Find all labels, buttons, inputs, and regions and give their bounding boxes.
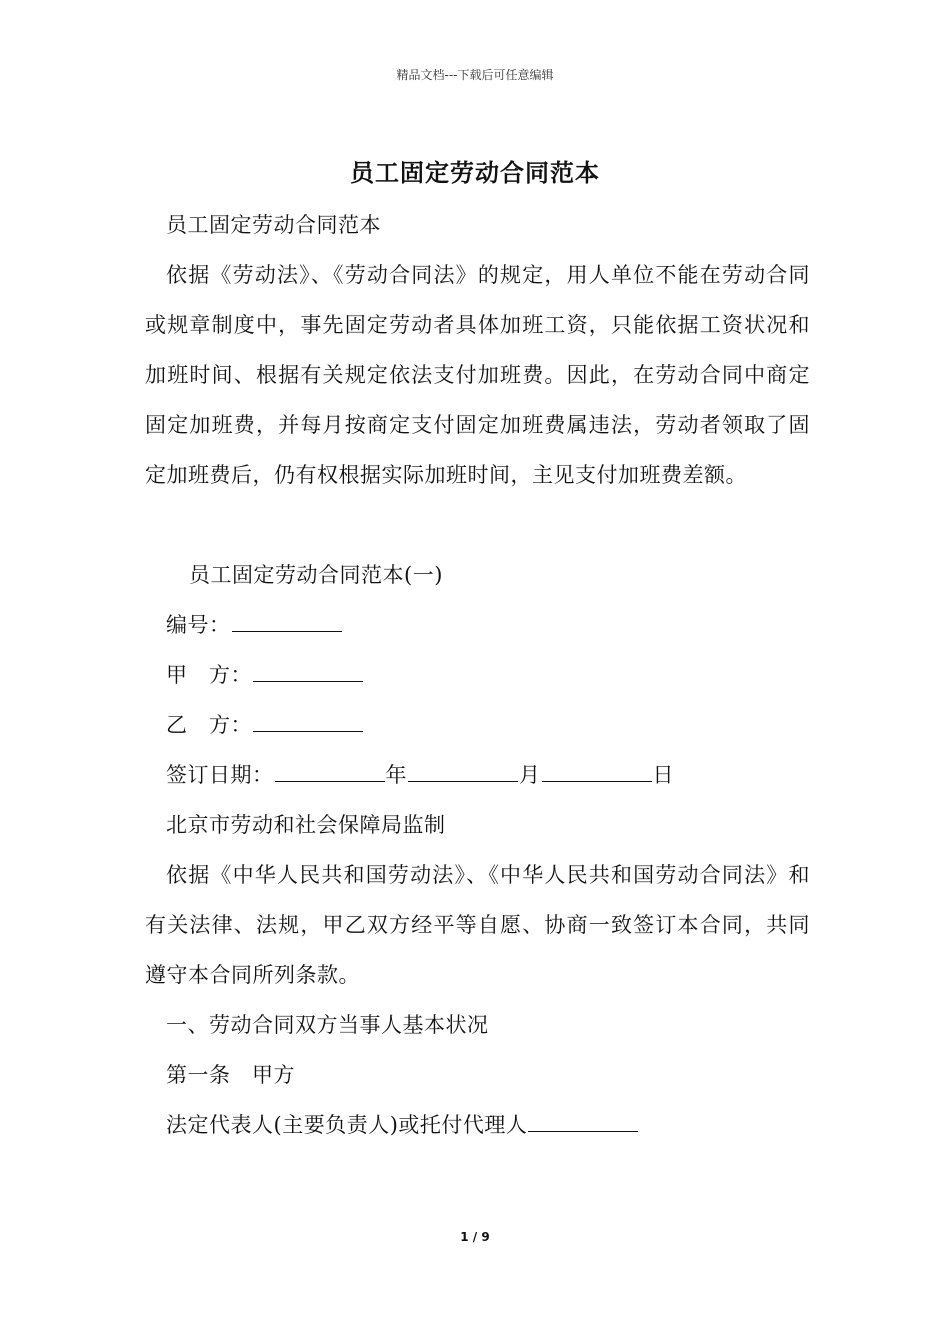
party-b-field bbox=[145, 700, 810, 750]
basis-paragraph: 依据《中华人民共和国劳动法》、《中华人民共和国劳动合同法》和有关法律、法规，甲乙双方经平等自愿、协商一致签订本合同，共同遵守本合同所列条款。 bbox=[145, 863, 810, 987]
number-blank bbox=[232, 611, 342, 632]
party-a-blank bbox=[253, 661, 363, 682]
page-number: 1 / 9 bbox=[460, 1230, 490, 1244]
party-a-label: 甲 方： bbox=[166, 663, 252, 687]
party-b-blank bbox=[253, 711, 363, 732]
section-title: 员工固定劳动合同范本(一) bbox=[189, 563, 443, 587]
day-label: 日 bbox=[652, 763, 674, 787]
legal-rep-field bbox=[145, 1100, 810, 1150]
intro-paragraph: 依据《劳动法》、《劳动合同法》的规定，用人单位不能在劳动合同或规章制度中，事先固定劳动者具体加班工资，只能依据工资状况和加班时间、根据有关规定依法支付加班费。因此，在劳动合同中商定固定加班费，并每月按商定支付固定加班费属违法，劳动者领取了固定加班费后，仍有权根据实际加班时间，主见支付加班费差额。 bbox=[145, 263, 810, 487]
signing-date-field bbox=[145, 750, 810, 800]
number-label: 编号： bbox=[166, 613, 231, 637]
month-blank bbox=[408, 761, 518, 782]
party-b-label: 乙 方： bbox=[166, 713, 252, 737]
document-body bbox=[145, 200, 810, 1150]
page-header: 精品文档---下载后可任意编辑 bbox=[396, 68, 554, 82]
year-blank bbox=[275, 761, 385, 782]
spacer bbox=[145, 500, 810, 550]
legal-rep-label: 法定代表人(主要负责人)或托付代理人 bbox=[166, 1113, 528, 1137]
day-blank bbox=[542, 761, 652, 782]
document-title: 员工固定劳动合同范本 bbox=[350, 159, 600, 187]
chapter-one-heading: 一、劳动合同双方当事人基本状况 bbox=[166, 1013, 489, 1037]
year-label: 年 bbox=[385, 763, 407, 787]
article-one-heading: 第一条 甲方 bbox=[166, 1063, 295, 1087]
number-field bbox=[145, 600, 810, 650]
subtitle: 员工固定劳动合同范本 bbox=[166, 213, 381, 237]
legal-rep-blank bbox=[528, 1111, 638, 1132]
party-a-field bbox=[145, 650, 810, 700]
month-label: 月 bbox=[519, 763, 541, 787]
date-label: 签订日期： bbox=[166, 763, 274, 787]
supervisor-line: 北京市劳动和社会保障局监制 bbox=[166, 813, 446, 837]
